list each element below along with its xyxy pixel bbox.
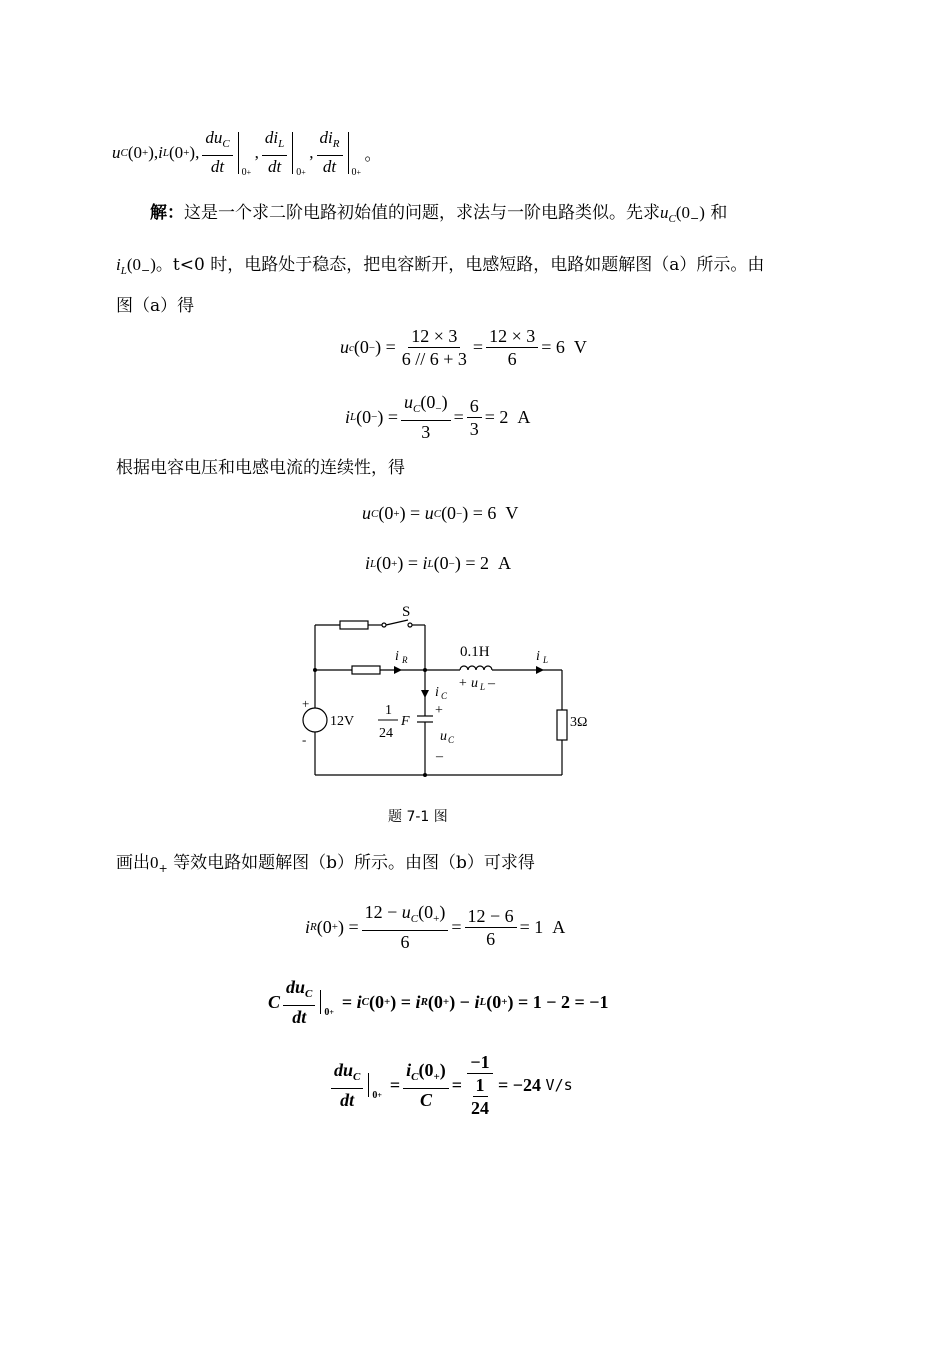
figure-caption: 题 7-1 图 [388, 809, 448, 825]
resistor-value: 3Ω [570, 715, 588, 730]
arrow-iL [536, 666, 544, 674]
equation-il-minus: i L (0 − ) = $\frac{u_C(0_-)}{3}$ = $\frac{6}{3}$ = 2 A [345, 392, 531, 442]
svg-text:i: i [395, 649, 399, 664]
svg-text:L: L [480, 682, 486, 692]
svg-text:–: – [436, 749, 443, 764]
resistor-3ohm [557, 710, 567, 740]
equiv-text: 画出$0_+$ 等效电路如题解图（b）所示。由图（b）可求得 [116, 853, 535, 875]
equation-il-plus: i L (0 + ) = i L (0 − ) = 2 A [365, 553, 512, 573]
svg-text:-: - [302, 732, 307, 747]
equation-uc-plus: u C (0 + ) = u C (0 − ) = 6 V [362, 503, 519, 523]
solution-line-1: 解：这是一个求二阶电路初始值的问题，求法与一阶电路类似。先求$u_C(0_-)$ 和 [150, 203, 728, 225]
equation-c-duc: C $\frac{du_C}{dt}$ 0+ = i C (0 + ) = i R (0 + ) − i L (0 + ) = 1 − 2 = −1 [268, 977, 609, 1027]
arrow-iR [394, 666, 402, 674]
svg-text:F: F [401, 714, 410, 729]
svg-text:–: – [488, 676, 495, 691]
svg-text:1: 1 [385, 703, 392, 718]
solution-label: 解： [150, 203, 184, 223]
svg-text:C: C [441, 691, 448, 701]
inductor [460, 666, 492, 670]
voltage-source [303, 708, 327, 732]
svg-text:R: R [402, 655, 408, 665]
svg-text:L: L [543, 655, 549, 665]
question-line: u C (0 + ), i L (0 + ), $\frac{du_C}{dt}$ 0+ , $\frac{di_L}{dt}$ 0+ , $\frac{di_R}{dt}$ 0+ 。 [112, 128, 382, 178]
equation-uc-minus: u c (0 − ) = $\frac{12 \times 3}{6 // 6 + 3}$ = $\frac{12 \times 3}{6}$ = 6 V [340, 326, 587, 369]
solution-line-3: 图（a）得 [116, 296, 195, 316]
source-value: 12V [330, 714, 355, 729]
switch-label: S [402, 604, 411, 620]
solution-line-2: $i_L(0_-)$。t<0 时，电路处于稳态，把电容断开，电感短路，电路如题解图（a）所示。由 [116, 255, 765, 277]
resistor-top [340, 621, 368, 629]
svg-text:+ u: + u [458, 676, 478, 691]
svg-text:i: i [536, 649, 540, 664]
svg-text:u: u [440, 729, 447, 744]
continuity-text: 根据电容电压和电感电流的连续性，得 [116, 458, 405, 478]
svg-text:i: i [435, 685, 439, 700]
svg-text:+: + [435, 703, 443, 718]
equation-ir-plus: i R (0 + ) = $\frac{12 - u_C(0_+)}{6}$ = $\frac{12 - 6}{6}$ = 1 A [305, 902, 566, 952]
arrow-iC [421, 690, 429, 698]
svg-text:C: C [448, 735, 455, 745]
equation-duc-dt: $\frac{du_C}{dt}$ 0+ = $\frac{i_C(0_+)}{C}$ = $\frac{-1}{\frac{1}{24}}$ = −24 V/s [328, 1052, 573, 1118]
circuit-diagram [290, 600, 610, 785]
svg-text:24: 24 [379, 726, 393, 741]
resistor-middle [352, 666, 380, 674]
inductor-label: 0.1H [460, 644, 490, 660]
svg-text:+: + [302, 696, 310, 711]
end-mark: 。 [364, 145, 382, 164]
